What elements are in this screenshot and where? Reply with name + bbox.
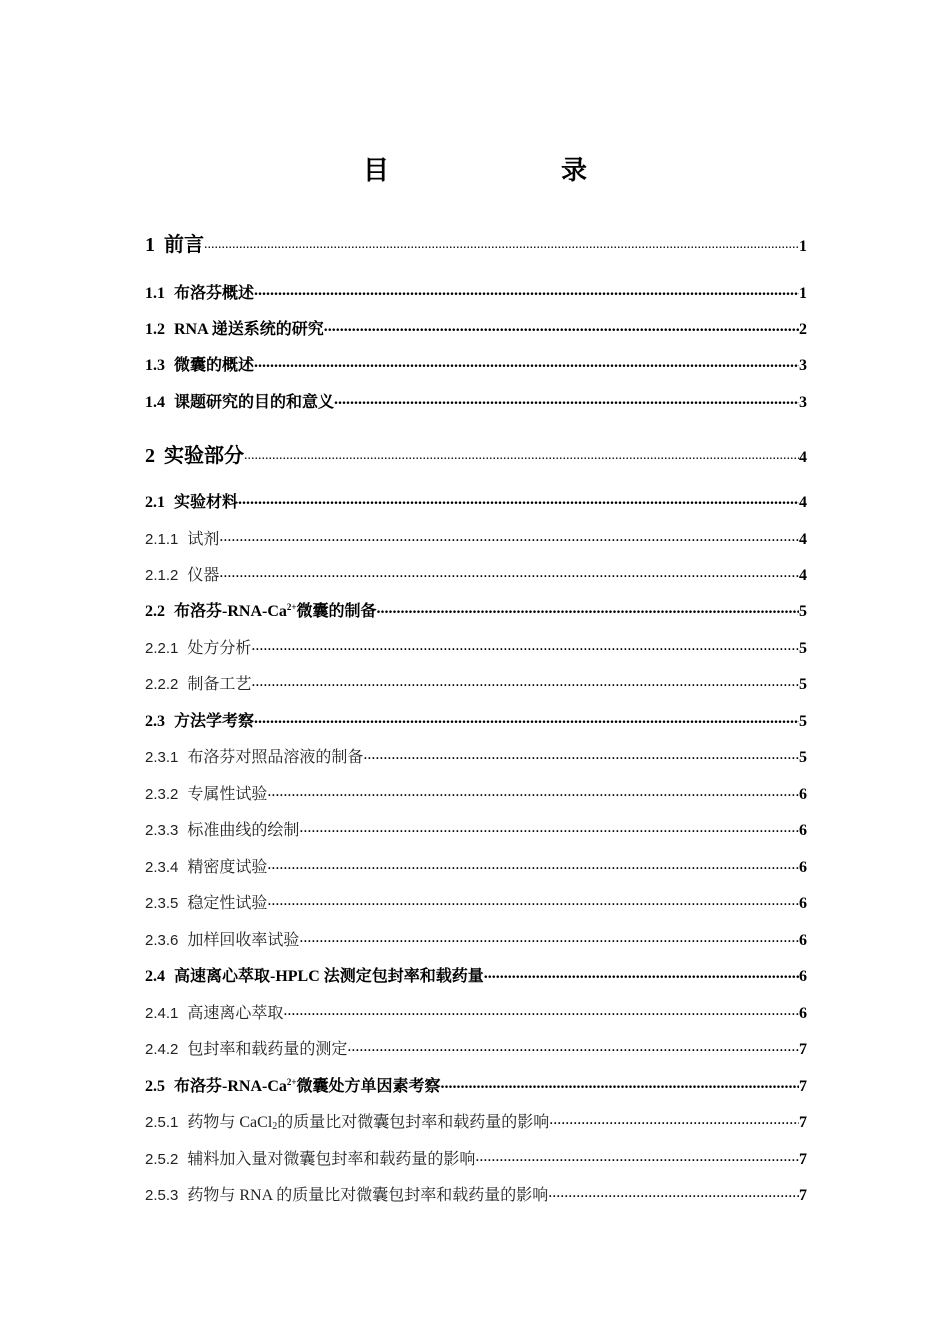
toc-entry-number: 2.4.2 (145, 1041, 179, 1058)
toc-entry[interactable] (145, 228, 807, 257)
toc-dot-leader (219, 528, 799, 544)
toc-page-number: 4 (799, 449, 807, 466)
toc-entry[interactable] (145, 352, 807, 375)
toc-entry-title (174, 708, 254, 731)
toc-page-number: 3 (799, 394, 807, 411)
toc-entry-number: 2.3 (145, 713, 165, 730)
toc-page-number: 6 (799, 895, 807, 912)
toc-entry-title-text-after: 微囊处方单因素考察 (296, 1078, 441, 1095)
toc-entry-number: 2.5 (145, 1078, 165, 1095)
toc-page-number: 4 (799, 567, 807, 584)
toc-dot-leader (238, 491, 799, 507)
toc-dot-leader (484, 965, 799, 981)
toc-entry-title (174, 352, 254, 375)
toc-page-number: 7 (799, 1187, 807, 1204)
toc-entry-number: 2.4 (145, 968, 165, 985)
toc-entry[interactable] (145, 744, 807, 767)
toc-entry-title (187, 1036, 347, 1059)
toc-dot-leader (219, 564, 799, 580)
toc-entry-number: 2.1.2 (145, 567, 179, 584)
toc-page-number: 6 (799, 968, 807, 985)
toc-entry-title (187, 927, 299, 950)
toc-entry-title-text: 包封率和载药量的测定 (187, 1041, 348, 1058)
toc-dot-leader (283, 1002, 799, 1018)
toc-entry-superscript: 2+ (286, 1077, 297, 1087)
toc-entry-title-text: 药物与 CaCl (187, 1114, 273, 1131)
toc-entry-title (187, 817, 299, 840)
toc-entry[interactable] (145, 439, 807, 468)
toc-entry-number: 1.3 (145, 357, 165, 374)
toc-entry-title-text-after: 的质量比对微囊包封率和载药量的影响 (277, 1114, 550, 1131)
toc-dot-leader (363, 746, 799, 762)
toc-entry-title-text: 标准曲线的绘制 (187, 822, 300, 839)
toc-entry-title (164, 228, 204, 257)
toc-entry-title-text: 布洛芬-RNA-Ca (174, 603, 287, 620)
toc-dot-leader (251, 673, 799, 689)
toc-entry-number: 2.3.1 (145, 749, 179, 766)
toc-entry-title (187, 1000, 283, 1023)
toc-dot-leader (244, 448, 799, 462)
toc-dot-leader (267, 856, 799, 872)
toc-entry-title (187, 781, 267, 804)
toc-entry-title (174, 489, 238, 512)
toc-entry-title-text: 辅料加入量对微囊包封率和载药量的影响 (187, 1151, 476, 1168)
toc-dot-leader (475, 1148, 799, 1164)
toc-page-number: 4 (799, 531, 807, 548)
toc-dot-leader (299, 819, 799, 835)
toc-entry-subscript: 2 (272, 1121, 278, 1132)
toc-entry-number: 2.4.1 (145, 1005, 179, 1022)
toc-dot-leader (324, 318, 799, 334)
toc-entry[interactable] (145, 1073, 807, 1096)
toc-entry[interactable] (145, 280, 807, 303)
toc-entry[interactable] (145, 635, 807, 658)
toc-entry-title (187, 890, 267, 913)
toc-entry-title-text: 布洛芬-RNA-Ca (174, 1078, 287, 1095)
toc-dot-leader (251, 637, 799, 653)
toc-entry-title-text: 药物与 RNA 的质量比对微囊包封率和载药量的影响 (187, 1187, 549, 1204)
toc-entry-title (174, 1073, 441, 1096)
toc-entry-title-text: 课题研究的目的和意义 (174, 394, 335, 411)
toc-entry-title-text: 布洛芬对照品溶液的制备 (187, 749, 364, 766)
toc-entry-title-text: 加样回收率试验 (187, 932, 300, 949)
toc-entry-title-text: 仪器 (187, 567, 220, 584)
toc-page-number: 4 (799, 494, 807, 511)
toc-page-number: 5 (799, 676, 807, 693)
toc-entry-number: 2.3.4 (145, 859, 179, 876)
toc-page-number: 7 (799, 1114, 807, 1131)
toc-entry-title (187, 744, 363, 767)
toc-entry-number: 2.3.6 (145, 932, 179, 949)
toc-entry[interactable] (145, 389, 807, 412)
toc-entry[interactable] (145, 671, 807, 694)
toc-entry-title-text: 前言 (164, 234, 204, 256)
toc-page-number: 6 (799, 932, 807, 949)
toc-entry-title (174, 280, 254, 303)
toc-dot-leader (204, 237, 799, 251)
toc-entry-title-text-after: 微囊的制备 (296, 603, 377, 620)
toc-page-number: 7 (799, 1078, 807, 1095)
toc-entry-title-text: 布洛芬概述 (174, 285, 255, 302)
toc-dot-leader (267, 783, 799, 799)
toc-page-number: 5 (799, 713, 807, 730)
toc-entry-number: 1.4 (145, 394, 165, 411)
toc-entry-title-text: 稳定性试验 (187, 895, 268, 912)
toc-entry-title (174, 963, 484, 986)
toc-entry[interactable] (145, 927, 807, 950)
toc-entry[interactable] (145, 598, 807, 621)
toc-dot-leader (254, 710, 799, 726)
toc-entry-title-text: 实验材料 (174, 494, 239, 511)
toc-entry-title (187, 854, 267, 877)
toc-entry-number: 2.3.3 (145, 822, 179, 839)
toc-entry[interactable] (145, 890, 807, 913)
toc-dot-leader (267, 892, 799, 908)
toc-entry-number: 2.5.3 (145, 1187, 179, 1204)
toc-entry-title-text: 实验部分 (164, 445, 244, 467)
toc-dot-leader (441, 1075, 799, 1091)
toc-entry[interactable] (145, 708, 807, 731)
toc-entry-title (187, 1182, 548, 1205)
toc-entry-title (187, 562, 219, 585)
toc-dot-leader (377, 600, 799, 616)
toc-entry-title (187, 1109, 549, 1132)
toc-entry-title-text: 专属性试验 (187, 786, 268, 803)
toc-entry[interactable] (145, 1182, 807, 1205)
toc-entry-title-text: 处方分析 (187, 640, 252, 657)
toc-page-number: 7 (799, 1151, 807, 1168)
toc-entry-number: 1 (145, 234, 155, 256)
toc-entry[interactable] (145, 963, 807, 986)
toc-entry-title (187, 1146, 475, 1169)
toc-entry-title-text: 高速离心萃取 (187, 1005, 284, 1022)
toc-entry-number: 2.2.1 (145, 640, 179, 657)
toc-entry-title-text: RNA 递送系统的研究 (174, 321, 324, 338)
toc-entry-title-text: 试剂 (187, 531, 220, 548)
toc-title: 目 录 (362, 156, 627, 185)
toc-entry-title (164, 439, 244, 468)
toc-entry-title (187, 671, 251, 694)
toc-entry[interactable] (145, 316, 807, 339)
toc-entry[interactable] (145, 1000, 807, 1023)
toc-entry-number: 2 (145, 445, 155, 467)
toc-entry-number: 2.5.2 (145, 1151, 179, 1168)
toc-entry-number: 2.5.1 (145, 1114, 179, 1131)
toc-entry-title (174, 316, 324, 339)
toc-entry-number: 2.2 (145, 603, 165, 620)
toc-entry-number: 2.3.5 (145, 895, 179, 912)
toc-entry-title-text: 微囊的概述 (174, 357, 255, 374)
toc-entry[interactable] (145, 1109, 807, 1132)
toc-entry[interactable] (145, 1146, 807, 1169)
toc-page-number: 5 (799, 603, 807, 620)
toc-entry[interactable] (145, 781, 807, 804)
toc-entry-title (174, 598, 377, 621)
toc-page-number: 5 (799, 640, 807, 657)
toc-entry[interactable] (145, 489, 807, 512)
toc-entry-number: 2.3.2 (145, 786, 179, 803)
toc-page-number: 3 (799, 357, 807, 374)
toc-entry-number: 1.2 (145, 321, 165, 338)
toc-dot-leader (347, 1038, 799, 1054)
toc-page-number: 7 (799, 1041, 807, 1058)
toc-page-number: 6 (799, 786, 807, 803)
toc-entry-title-text: 高速离心萃取-HPLC 法测定包封率和载药量 (174, 968, 484, 985)
toc-entry[interactable] (145, 526, 807, 549)
toc-entry[interactable] (145, 1036, 807, 1059)
toc-page-number: 1 (799, 238, 807, 255)
toc-page-number: 5 (799, 749, 807, 766)
toc-page-number: 6 (799, 859, 807, 876)
toc-dot-leader (254, 354, 799, 370)
toc-page-number: 1 (799, 285, 807, 302)
toc-page-number: 6 (799, 822, 807, 839)
toc-dot-leader (334, 391, 799, 407)
toc-entry-title-text: 制备工艺 (187, 676, 252, 693)
toc-page-number: 6 (799, 1005, 807, 1022)
toc-entry-title (187, 635, 251, 658)
toc-entry-superscript: 2+ (286, 602, 297, 612)
toc-dot-leader (548, 1184, 799, 1200)
toc-entry-title (187, 526, 219, 549)
toc-entry-number: 2.2.2 (145, 676, 179, 693)
toc-entry-title (174, 389, 334, 412)
toc-entry[interactable] (145, 562, 807, 585)
toc-page-number: 2 (799, 321, 807, 338)
toc-entry-title-text: 方法学考察 (174, 713, 255, 730)
toc-dot-leader (549, 1111, 799, 1127)
toc-entry-title-text: 精密度试验 (187, 859, 268, 876)
toc-entry[interactable] (145, 854, 807, 877)
toc-dot-leader (254, 282, 799, 298)
toc-entry-number: 2.1.1 (145, 531, 179, 548)
toc-entry-number: 2.1 (145, 494, 165, 511)
toc-entry-number: 1.1 (145, 285, 165, 302)
toc-dot-leader (299, 929, 799, 945)
toc-entry[interactable] (145, 817, 807, 840)
